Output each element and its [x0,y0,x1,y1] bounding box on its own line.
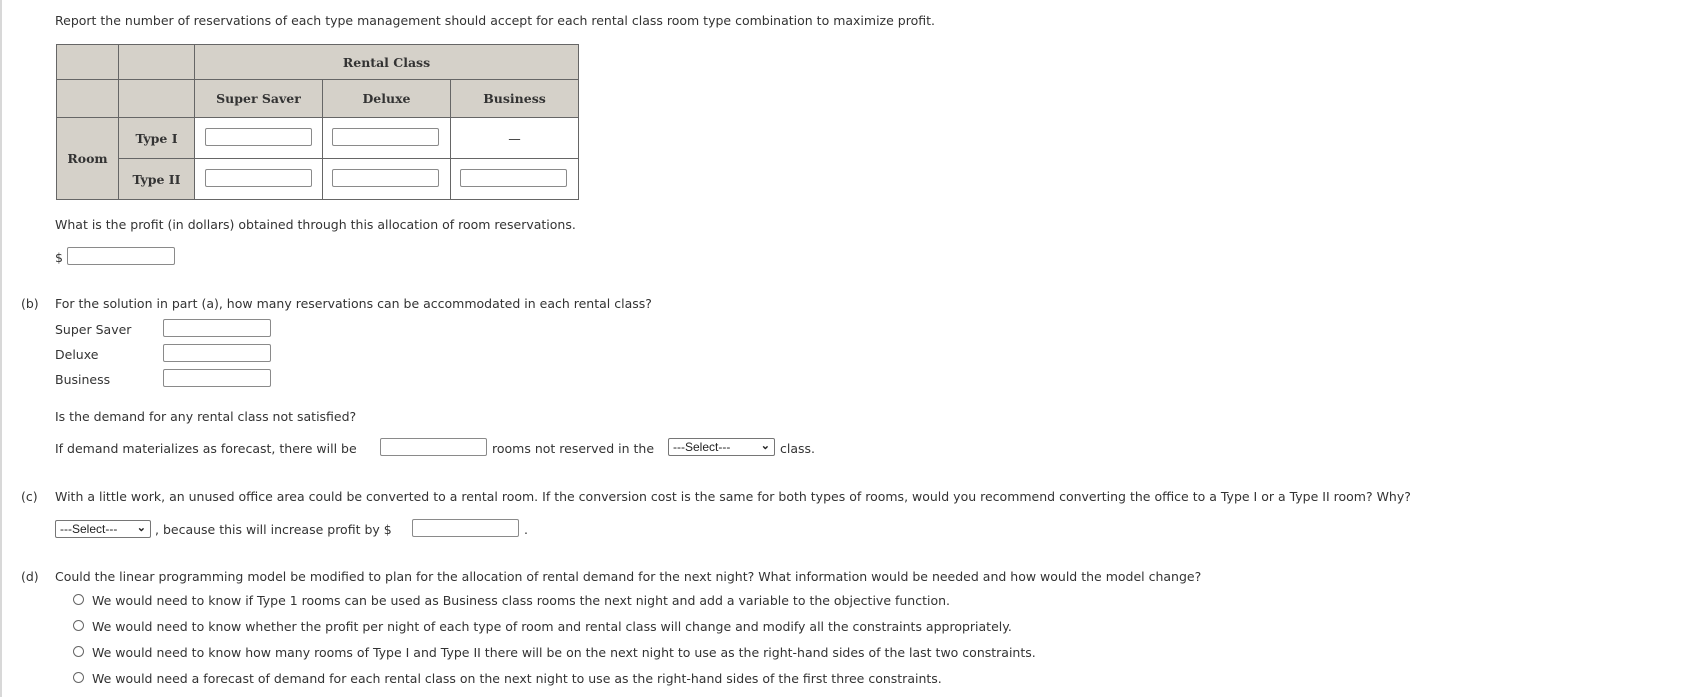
rental-class-header: Rental Class [195,45,579,80]
option-3-label: We would need to know how many rooms of Type I and Type II there will be on the next night to use as the right-hand sides of the last two constraints. [92,645,1036,660]
part-c-marker: (c) [21,489,38,504]
cell-type-i-business-na: — [451,118,579,159]
demand-sentence-end: class. [780,441,816,456]
input-business-accommodated[interactable] [163,369,271,387]
option-4-radio[interactable] [73,672,84,683]
part-d-question: Could the linear programming model be modified to plan for the allocation of rental demand for the next night? What information would be needed and how would the model change? [55,569,1202,584]
intro-text: Report the number of reservations of each type management should accept for each rental class room type combination to maximize profit. [55,13,935,28]
chevron-down-icon: ⌄ [760,440,770,452]
option-1-radio[interactable] [73,594,84,605]
option-2-radio[interactable] [73,620,84,631]
rental-class-select-value: ---Select--- [673,440,731,454]
column-header-super-saver: Super Saver [195,80,323,118]
input-type-i-super-saver[interactable] [205,128,312,146]
corner-cell [119,45,195,80]
demand-question: Is the demand for any rental class not satisfied? [55,409,357,424]
label-super-saver: Super Saver [55,322,132,337]
part-b-marker: (b) [21,296,39,311]
profit-increase-input[interactable] [412,519,519,537]
demand-sentence-start: If demand materializes as forecast, there will be [55,441,357,456]
part-c-question: With a little work, an unused office area could be converted to a rental room. If the conversion cost is the same for both types of rooms, would you recommend converting the office to a Type I or a Type II room? Why? [55,489,1411,504]
profit-input[interactable] [67,247,175,265]
demand-sentence-mid: rooms not reserved in the [492,441,655,456]
input-type-ii-super-saver[interactable] [205,169,312,187]
input-deluxe-accommodated[interactable] [163,344,271,362]
label-deluxe: Deluxe [55,347,99,362]
part-b-question: For the solution in part (a), how many reservations can be accommodated in each rental class? [55,296,652,311]
input-type-i-deluxe[interactable] [332,128,439,146]
part-c-sentence-end: . [524,522,528,537]
chevron-down-icon: ⌄ [136,522,146,534]
row-group-room: Room [57,118,119,200]
rental-class-select[interactable] [668,438,775,456]
corner-cell [57,45,119,80]
unreserved-rooms-input[interactable] [380,438,487,456]
input-super-saver-accommodated[interactable] [163,319,271,337]
label-business: Business [55,372,111,387]
currency-symbol: $ [55,250,63,265]
corner-cell [119,80,195,118]
input-type-ii-business[interactable] [460,169,567,187]
row-header-type-i: Type I [119,118,195,159]
row-header-type-ii: Type II [119,159,195,200]
option-3-radio[interactable] [73,646,84,657]
profit-question: What is the profit (in dollars) obtained through this allocation of room reservations. [55,217,576,232]
column-header-business: Business [451,80,579,118]
option-1-label: We would need to know if Type 1 rooms can be used as Business class rooms the next night and add a variable to the objective function. [92,593,951,608]
corner-cell [57,80,119,118]
part-d-marker: (d) [21,569,39,584]
room-type-select-value: ---Select--- [60,522,118,536]
option-4-label: We would need a forecast of demand for each rental class on the next night to use as the right-hand sides of the first three constraints. [92,671,942,686]
input-type-ii-deluxe[interactable] [332,169,439,187]
option-2-label: We would need to know whether the profit per night of each type of room and rental class will change and modify all the constraints appropriately. [92,619,1012,634]
part-c-sentence-mid: , because this will increase profit by $ [155,522,392,537]
column-header-deluxe: Deluxe [323,80,451,118]
room-type-select[interactable] [55,520,151,538]
left-border [0,0,2,697]
